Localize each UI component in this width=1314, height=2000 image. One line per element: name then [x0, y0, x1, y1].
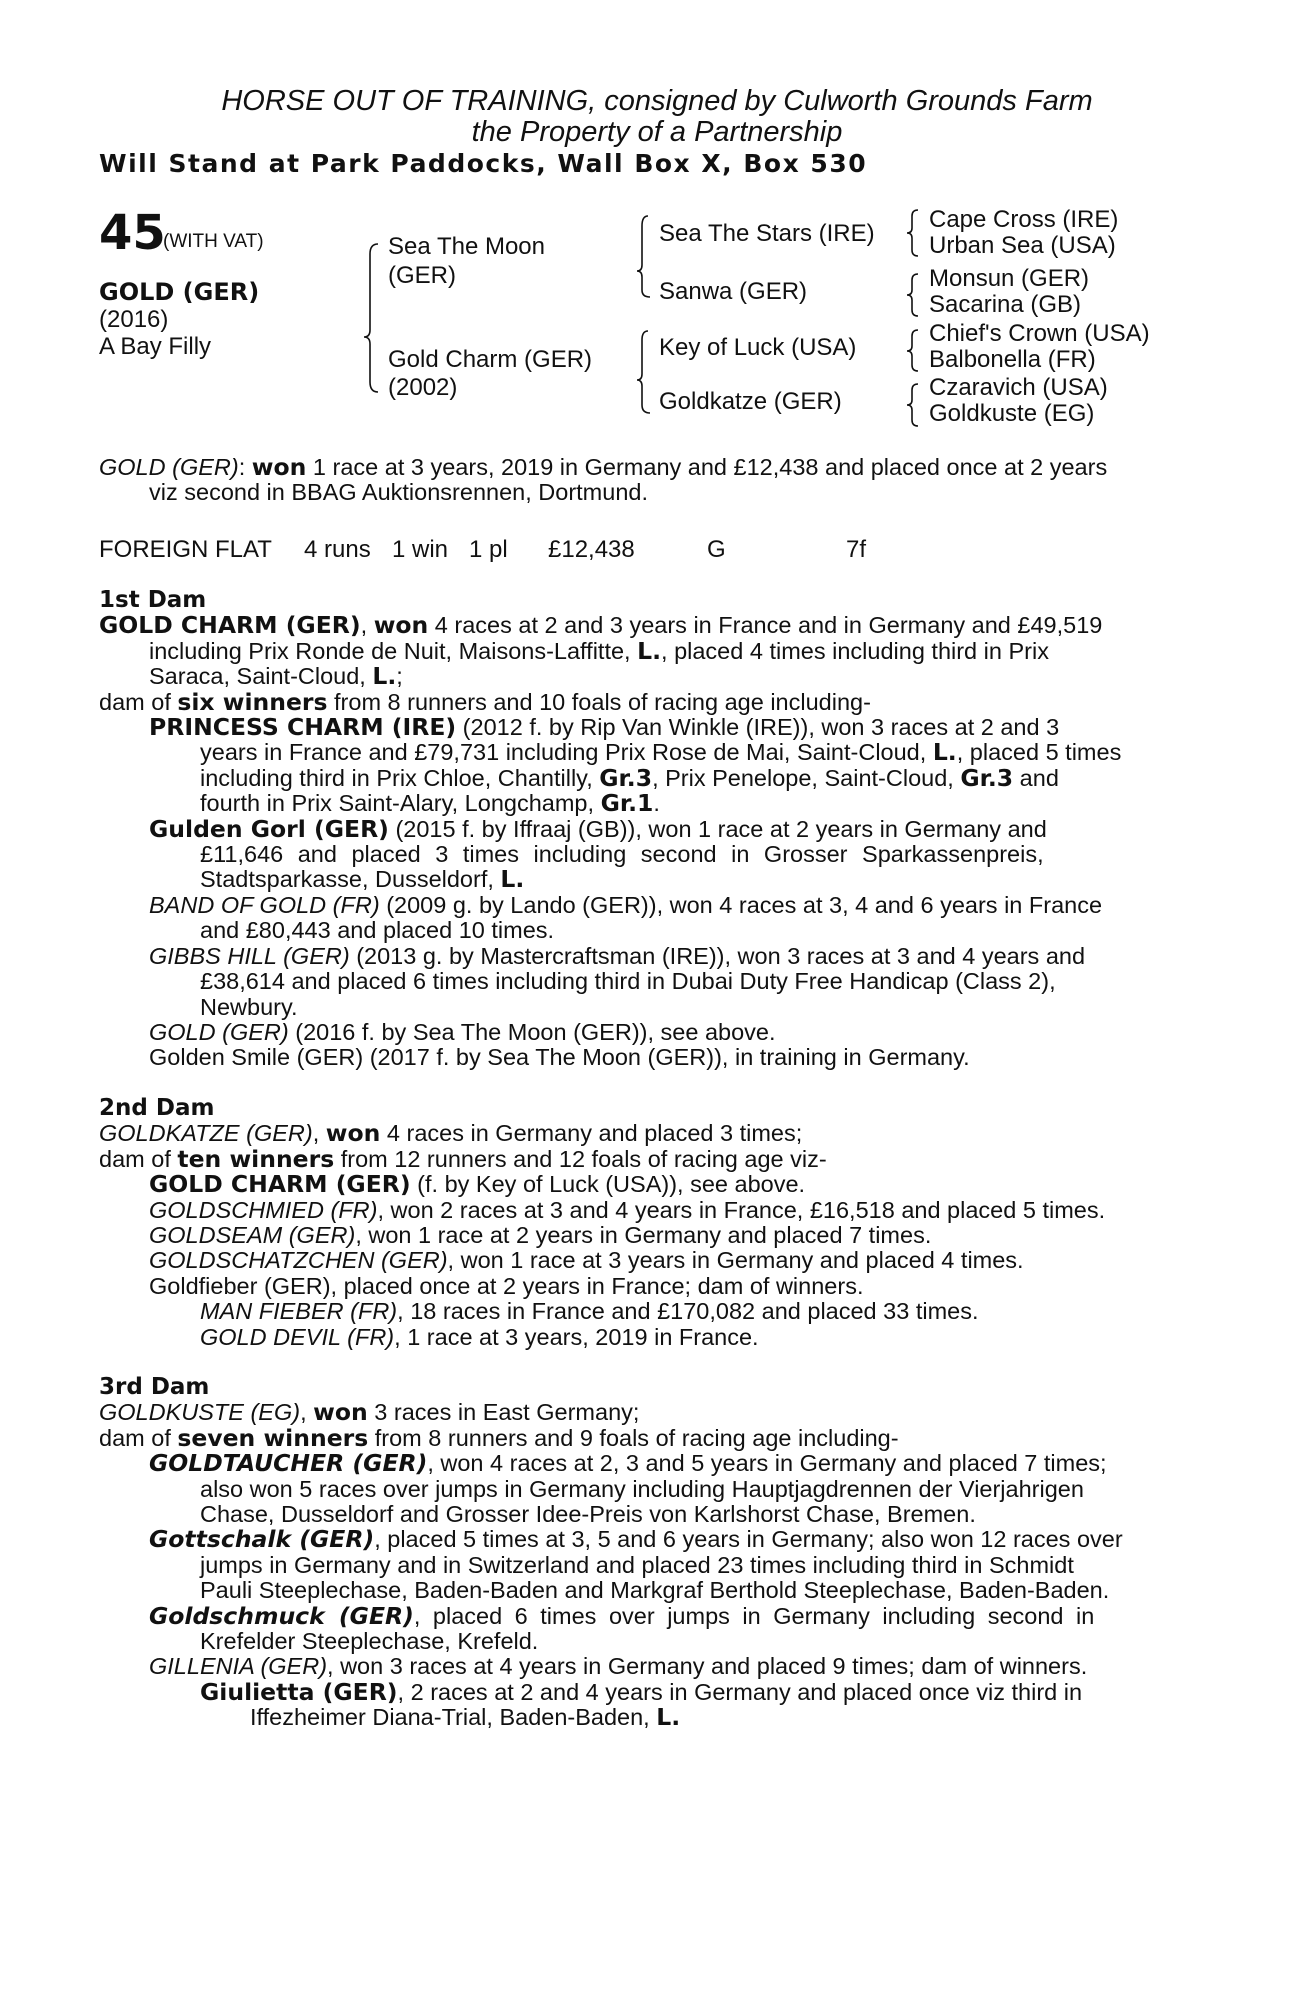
header-property: the Property of a Partnership [471, 116, 843, 148]
ped-g3-6: Balbonella (FR) [929, 346, 1096, 373]
brace-g3-4 [907, 384, 918, 426]
ped-g3-2: Urban Sea (USA) [929, 232, 1116, 259]
produce-entry: Golden Smile (GER) (2017 f. by Sea The Moon (GER)), in training in Germany. [149, 1044, 970, 1071]
produce-entry: MAN FIEBER (FR), 18 races in France and £170,082 and placed 33 times. [200, 1298, 979, 1325]
produce-entry: GOLDSCHMIED (FR), won 2 races at 3 and 4 years in France, £16,518 and placed 5 times. [149, 1196, 1106, 1223]
lot-vat: (WITH VAT) [163, 231, 264, 252]
brace-g3-1 [907, 210, 918, 256]
produce-entry: BAND OF GOLD (FR) (2009 g. by Lando (GER)), won 4 races at 3, 4 and 6 years in France [149, 891, 1103, 918]
brace-sire-line [637, 216, 650, 297]
produce-entry: Gulden Gorl (GER) (2015 f. by Iffraaj (GB)), won 1 race at 2 years in Germany and [149, 814, 1047, 843]
ped-g3-1: Cape Cross (IRE) [929, 206, 1119, 233]
produce-entry: PRINCESS CHARM (IRE) (2012 f. by Rip Van Winkle (IRE)), won 3 races at 2 and 3 [149, 713, 1060, 742]
ff-earnings: £12,438 [548, 536, 635, 563]
second-dam-section: 2nd Dam GOLDKATZE (GER), won 4 races in Germany and placed 3 times; dam of ten winners from 12 runners and 12 foals of racing age viz- GOLD CHARM (GER) (f. by Key of Luck (USA)), see above. GOLDSCHMIED (FR), won 2 races at 3 and 4 years in France, £16,518 and placed 5 times. GOLDSEAM (GER), won 1 race at 2 years in Germany and placed 7 times. GOLDSCHATZCHEN (GER), won 1 race at 3 years in Germany and placed 4 times. Goldfieber (GER), placed once at 2 years in France; dam of winners. MAN FIEBER (FR), 18 races in France and £170,082 and placed 33 times. GOLD DEVIL (FR), 1 race at 3 years, 2019 in France. [99, 1096, 1205, 1350]
ped-sire-sire: Sea The Stars (IRE) [659, 220, 875, 247]
ped-sire-dam: Sanwa (GER) [659, 278, 808, 305]
first-dam-section: 1st Dam GOLD CHARM (GER), won 4 races at 2 and 3 years in France and in Germany and £49,519 including Prix Ronde de Nuit, Maisons-Laffitte, L., placed 4 times including third in Prix Saraca, Saint-Cloud, L.; dam of six winners from 8 runners and 10 foals of racing age including- PRINCESS CHARM (IRE) (2012 f. by Rip Van Winkle (IRE)), won 3 races at 2 and 3 years in France and £79,731 including Prix Rose de Mai, Saint-Cloud, L., placed 5 times including third in Prix Chloe, Chantilly, Gr.3, Prix Penelope, Saint-Cloud, Gr.3 and fourth in Prix Saint-Alary, Longchamp, Gr.1. Gulden Gorl (GER) (2015 f. by Iffraaj (GB)), won 1 race at 2 years in Germany and £11,646 and placed 3 times including second in Grosser Sparkassenpreis, Stadtsparkasse, Dusseldorf, L. BAND OF GOLD (FR) (2009 g. by Lando (GER)), won 4 races at 3, 4 and 6 years in France and £80,443 and placed 10 times. GIBBS HILL (GER) (2013 g. by Mastercraftsman (IRE)), won 3 races at 3 and 4 years and £38,614 and placed 6 times including third in Dubai Duty Free Handicap (Class 2), Newbury. GOLD (GER) (2016 f. by Sea The Moon (GER)), see above. Golden Smile (GER) (2017 f. by Sea The Moon (GER)), in training in Germany. [99, 588, 1205, 1071]
ped-sire-line1: Sea The Moon [388, 233, 545, 260]
brace-dam-line [637, 331, 650, 413]
summary-horse-name: GOLD (GER) [99, 454, 239, 480]
ped-dam-sire: Key of Luck (USA) [659, 334, 857, 361]
produce-entry: GIBBS HILL (GER) (2013 g. by Mastercraftsman (IRE)), won 3 races at 3 and 4 years and [149, 942, 1086, 969]
ped-g3-8: Goldkuste (EG) [929, 400, 1095, 427]
lot-name: GOLD (GER) [99, 278, 260, 306]
ff-distance: 7f [846, 536, 867, 563]
third-dam-heading: 3rd Dam [99, 1374, 210, 1400]
ped-dam-line1: Gold Charm (GER) [388, 346, 593, 373]
ped-sire-line2: (GER) [388, 262, 456, 289]
brace-g3-2 [907, 274, 918, 316]
header-stabling: Will Stand at Park Paddocks, Wall Box X, Box 530 [99, 149, 868, 178]
produce-entry: GOLD CHARM (GER) (f. by Key of Luck (USA)), see above. [149, 1170, 806, 1199]
lot-number: 45 [99, 205, 166, 261]
ff-label: FOREIGN FLAT [99, 536, 272, 563]
produce-entry: GOLD DEVIL (FR), 1 race at 3 years, 2019 in France. [200, 1323, 759, 1350]
lot-description: A Bay Filly [99, 333, 212, 360]
brace-sire-dam [364, 244, 378, 392]
header-consignor: HORSE OUT OF TRAINING, consigned by Culworth Grounds Farm [221, 85, 1093, 117]
produce-entry: GOLD (GER) (2016 f. by Sea The Moon (GER)), see above. [149, 1018, 776, 1045]
produce-entry: Giulietta (GER), 2 races at 2 and 4 years in Germany and placed once viz third in [200, 1677, 1083, 1706]
produce-entry: GOLDSCHATZCHEN (GER), won 1 race at 3 years in Germany and placed 4 times. [149, 1247, 1024, 1274]
ped-g3-7: Czaravich (USA) [929, 374, 1108, 401]
ff-runs: 4 runs [304, 536, 371, 563]
ped-g3-3: Monsun (GER) [929, 265, 1090, 292]
produce-entry: GOLDTAUCHER (GER), won 4 races at 2, 3 and 5 years in Germany and placed 7 times; [149, 1449, 1107, 1478]
lot-year: (2016) [99, 306, 169, 333]
ped-dam-dam: Goldkatze (GER) [659, 388, 842, 415]
ff-placed: 1 pl [469, 536, 508, 563]
produce-entry: GILLENIA (GER), won 3 races at 4 years in Germany and placed 9 times; dam of winners. [149, 1653, 1088, 1680]
ped-g3-4: Sacarina (GB) [929, 291, 1082, 318]
ff-wins: 1 win [392, 536, 449, 563]
ped-g3-5: Chief's Crown (USA) [929, 320, 1150, 347]
third-dam-section: 3rd Dam GOLDKUSTE (EG), won 3 races in East Germany; dam of seven winners from 8 runners and 9 foals of racing age including- GOLDTAUCHER (GER), won 4 races at 2, 3 and 5 years in Germany and placed 7 times; also won 5 races over jumps in Germany including Hauptjagdrennen der Vierjahrigen Chase, Dusseldorf and Grosser Idee-Preis von Karlshorst Chase, Bremen. Gottschalk (GER), placed 5 times at 3, 5 and 6 years in Germany; also won 12 races over jumps in Germany and in Switzerland and placed 23 times including third in Schmidt Pauli Steeplechase, Baden-Baden and Markgraf Berthold Steeplechase, Baden-Baden. Goldschmuck (GER), placed 6 times over jumps in Germany including second in Krefelder Steeplechase, Krefeld. GILLENIA (GER), won 3 races at 4 years in Germany and placed 9 times; dam of winners. Giulietta (GER), 2 races at 2 and 4 years in Germany and placed once viz third in Iffezheimer Diana-Trial, Baden-Baden, L. [99, 1375, 1205, 1731]
first-dam-heading: 1st Dam [99, 587, 207, 613]
produce-entry: Gottschalk (GER), placed 5 times at 3, 5 and 6 years in Germany; also won 12 races over [149, 1525, 1123, 1554]
second-dam-heading: 2nd Dam [99, 1095, 215, 1121]
race-summary: GOLD (GER): won 1 race at 3 years, 2019 in Germany and £12,438 and placed once at 2 years viz second in BBAG Auktionsrennen, Dortmund. [99, 453, 1108, 506]
ff-going: G [707, 536, 726, 563]
produce-entry: Goldschmuck (GER), placed 6 times over jumps in Germany including second in [149, 1601, 1095, 1630]
brace-g3-3 [907, 330, 918, 371]
ped-dam-line2: (2002) [388, 374, 458, 401]
produce-entry: GOLDSEAM (GER), won 1 race at 2 years in Germany and placed 7 times. [149, 1222, 932, 1249]
produce-entry: Goldfieber (GER), placed once at 2 years in France; dam of winners. [149, 1272, 864, 1299]
